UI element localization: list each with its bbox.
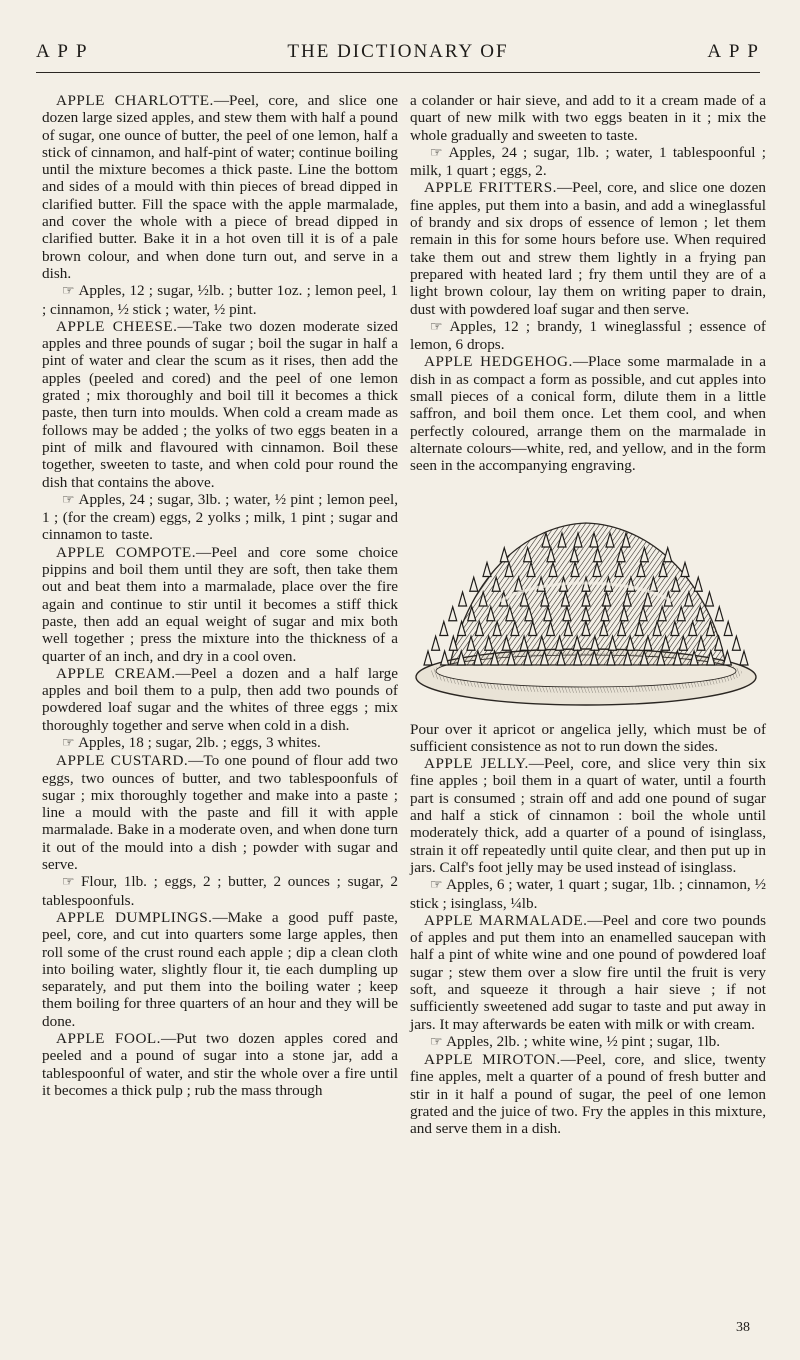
- recipe-text: —Peel and core some choice pippins and boil them until they are soft, then take them out and beat them into a marmalade, place over the fire again and continue to stir until it becomes a stiff thick paste, then add an equal weight of sugar and mix both well together ; press the mixture into the thickness of a quarter of an inch, and dry in a cool oven.: [42, 543, 398, 665]
- recipe-text: —Peel, core, and slice, twenty fine apples, melt a quarter of a pound of fresh butter and stir in it half a pound of sugar, the peel of one lemon grated and the juice of two. Fry the apples in this mixture, and serve them in a dish.: [410, 1051, 766, 1138]
- recipe-entry: [410, 353, 766, 474]
- recipe-text: Apples, 24 ; sugar, 3lb. ; water, ½ pint ; lemon peel, 1 ; (for the cream) eggs, 2 yolks ; milk, 1 pint ; sugar and cinnamon to taste.: [42, 490, 398, 544]
- ingredient-list: [42, 873, 398, 909]
- pointing-hand-icon: ☞: [62, 284, 79, 300]
- pointing-hand-icon: ☞: [430, 1034, 447, 1050]
- ingredient-list: [410, 318, 766, 354]
- pointing-hand-icon: ☞: [62, 875, 81, 891]
- pointing-hand-icon: ☞: [430, 145, 449, 161]
- left-column: [42, 92, 398, 1099]
- recipe-text: —Peel, core, and slice very thin six fine apples ; boil them in a quart of water, until a fourth part is consumed ; strain off and add one pound of sugar and half a stick of cinnamon : boil the whole until moderately thick, add a quarter of a pound of isinglass, strain it off repeatedly until quite clear, and then put up in jars. Calf's foot jelly may be used instead of isinglass.: [410, 755, 766, 876]
- right-column: [410, 92, 766, 1138]
- ingredient-list: [42, 282, 398, 318]
- recipe-text: —Place some marmalade in a dish in as compact a form as possible, and cut apples into small pieces of a conical form, dilute them in a little saffron, and boil them once. Let them cool, and when perfectly coloured, arrange them on the marmalade in alternate colours—white, red, and yellow, and in the form seen in the accompanying engraving.: [410, 353, 766, 475]
- recipe-title: APPLE HEDGEHOG.: [424, 353, 573, 371]
- header-left: A P P: [36, 41, 89, 62]
- recipe-title: APPLE JELLY.: [424, 755, 529, 773]
- header-right: A P P: [707, 41, 760, 62]
- recipe-entry: [42, 752, 398, 873]
- recipe-text: Apples, 6 ; water, 1 quart ; sugar, 1lb. ; cinnamon, ½ stick ; isinglass, ¼lb.: [410, 876, 766, 912]
- pointing-hand-icon: ☞: [430, 319, 450, 335]
- recipe-entry: [42, 544, 398, 665]
- recipe-title: APPLE CUSTARD.: [56, 752, 189, 770]
- recipe-text: —Peel, core, and slice one dozen fine apples, put them into a basin, and add a wineglassful of brandy and six drops of essence of lemon ; let them remain in this for some hours before use. When required take them out and strew them lightly in a frying pan prepared with heated lard ; fry them until they are of a light brown colour, lay them on writing paper to drain, dust with powdered loaf sugar and then serve.: [410, 179, 766, 318]
- recipe-entry: [410, 1051, 766, 1137]
- recipe-text: Apples, 24 ; sugar, 1lb. ; water, 1 tablespoonful ; milk, 1 quart ; eggs, 2.: [410, 143, 766, 180]
- recipe-entry: [410, 755, 766, 876]
- recipe-entry: [42, 1030, 398, 1099]
- recipe-title: APPLE MIROTON.: [424, 1051, 561, 1069]
- recipe-title: APPLE CREAM.: [56, 664, 176, 682]
- ingredient-list: [410, 144, 766, 180]
- recipe-text: —To one pound of flour add two eggs, two ounces of butter, and two tablespoonfuls of sugar ; mix thoroughly together and make into a paste ; line a mould with the paste and fill it with apple marmalade. Bake in a moderate oven, and when done turn it out of the mould into a dish ; powder with sugar and serve.: [42, 752, 398, 874]
- recipe-text: Apples, 12 ; sugar, ½lb. ; butter 1oz. ; lemon peel, 1 ; cinnamon, ½ stick ; water, ½ pint.: [42, 282, 398, 318]
- recipe-text: Apples, 18 ; sugar, 2lb. ; eggs, 3 whites.: [78, 733, 321, 751]
- right-column-bottom: [410, 721, 766, 1138]
- ingredient-list: [410, 876, 766, 912]
- recipe-entry: [42, 318, 398, 491]
- right-column-top: [410, 92, 766, 475]
- header-rule: [36, 72, 760, 73]
- recipe-entry: [42, 665, 398, 734]
- page-number: 38: [736, 1320, 750, 1335]
- recipe-entry: [410, 179, 766, 317]
- recipe-title: APPLE CHARLOTTE.: [56, 92, 214, 109]
- pointing-hand-icon: ☞: [62, 735, 79, 751]
- recipe-text: —Peel a dozen and a half large apples and boil them to a pulp, then add two pounds of powdered loaf sugar and the whites of three eggs ; mix thoroughly together and serve when cold in a dish.: [42, 664, 398, 734]
- recipe-title: APPLE DUMPLINGS.: [56, 908, 213, 926]
- recipe-text: Flour, 1lb. ; eggs, 2 ; butter, 2 ounces ; sugar, 2 tablespoonfuls.: [42, 873, 398, 909]
- recipe-text: —Take two dozen moderate sized apples and three pounds of sugar ; boil the sugar in half a pint of water and clear the scum as it rises, then add the apples (peeled and cored) and the peel of one lemon grated ; mix thoroughly and boil till it becomes a thick paste, then turn into moulds. When cold a cream made as follows may be added ; the yolks of two eggs beaten in a pint of milk and flavoured with cinnamon. Boil these together, sweeten to taste, and when cold pour round the dish that contains the above.: [42, 317, 399, 491]
- recipe-entry: [410, 912, 766, 1033]
- recipe-text: —Put two dozen apples cored and peeled and a pound of sugar into a stone jar, add a tablespoonful of water, and stir the whole over a fire until it becomes a thick pulp ; rub the mass through: [42, 1030, 398, 1099]
- recipe-entry: [42, 909, 398, 1030]
- ingredient-list: [42, 491, 398, 544]
- recipe-title: APPLE MARMALADE.: [424, 911, 588, 929]
- pointing-hand-icon: ☞: [62, 492, 79, 508]
- recipe-title: APPLE FRITTERS.: [424, 179, 557, 197]
- hedgehog-engraving: [410, 481, 762, 713]
- recipe-entry: [410, 721, 766, 756]
- recipe-text: Pour over it apricot or angelica jelly, which must be of sufficient consistence as not to run down the sides.: [410, 720, 766, 755]
- recipe-text: a colander or hair sieve, and add to it a cream made of a quart of new milk with two eggs beaten in it ; mix the whole gradually and sweeten to taste.: [410, 92, 766, 144]
- recipe-entry: [410, 92, 766, 144]
- recipe-text: —Make a good puff paste, peel, core, and cut into quarters some large apples, then roll some of the crust round each apple ; dip a clean cloth into boiling water, slightly flour it, tie each dumpling up separately, and put them into the boiling water ; keep them boiling for three quarters of an hour and they will be done.: [42, 908, 398, 1030]
- header-center: THE DICTIONARY OF: [287, 41, 509, 62]
- recipe-text: —Peel and core two pounds of apples and put them into an enamelled saucepan with half a pint of white wine and one pound of powdered loaf sugar ; stew them over a slow fire until the fruit is very soft, and squeeze it through a hair sieve ; if not sufficiently sweetened add sugar to taste and put away in jars. It may afterwards be eaten with milk or with cream.: [410, 911, 767, 1033]
- ingredient-list: [42, 734, 398, 752]
- running-header: [36, 32, 760, 72]
- pointing-hand-icon: ☞: [430, 878, 447, 894]
- recipe-entry: [42, 92, 398, 282]
- ingredient-list: [410, 1033, 766, 1051]
- recipe-text: —Peel, core, and slice one dozen large sized apples, and stew them with half a pound of sugar, one ounce of butter, the peel of one lemon, half a stick of cinnamon, and half-pint of water; continue boiling until the mixture becomes a thick paste. Line the bottom and sides of a mould with thin pieces of bread dipped in clarified butter. Fill the space with the apple marmalade, and cover the whole with a piece of bread dipped in clarified butter. Bake it in a hot oven till it is of a pale brown colour, and when done turn out, and serve in a dish.: [42, 92, 398, 282]
- recipe-title: APPLE FOOL.: [56, 1030, 161, 1048]
- recipe-title: APPLE COMPOTE.: [56, 543, 197, 561]
- recipe-title: APPLE CHEESE.: [56, 317, 178, 335]
- recipe-text: Apples, 12 ; brandy, 1 wineglassful ; essence of lemon, 6 drops.: [410, 317, 766, 354]
- recipe-text: Apples, 2lb. ; white wine, ½ pint ; sugar, 1lb.: [446, 1032, 721, 1050]
